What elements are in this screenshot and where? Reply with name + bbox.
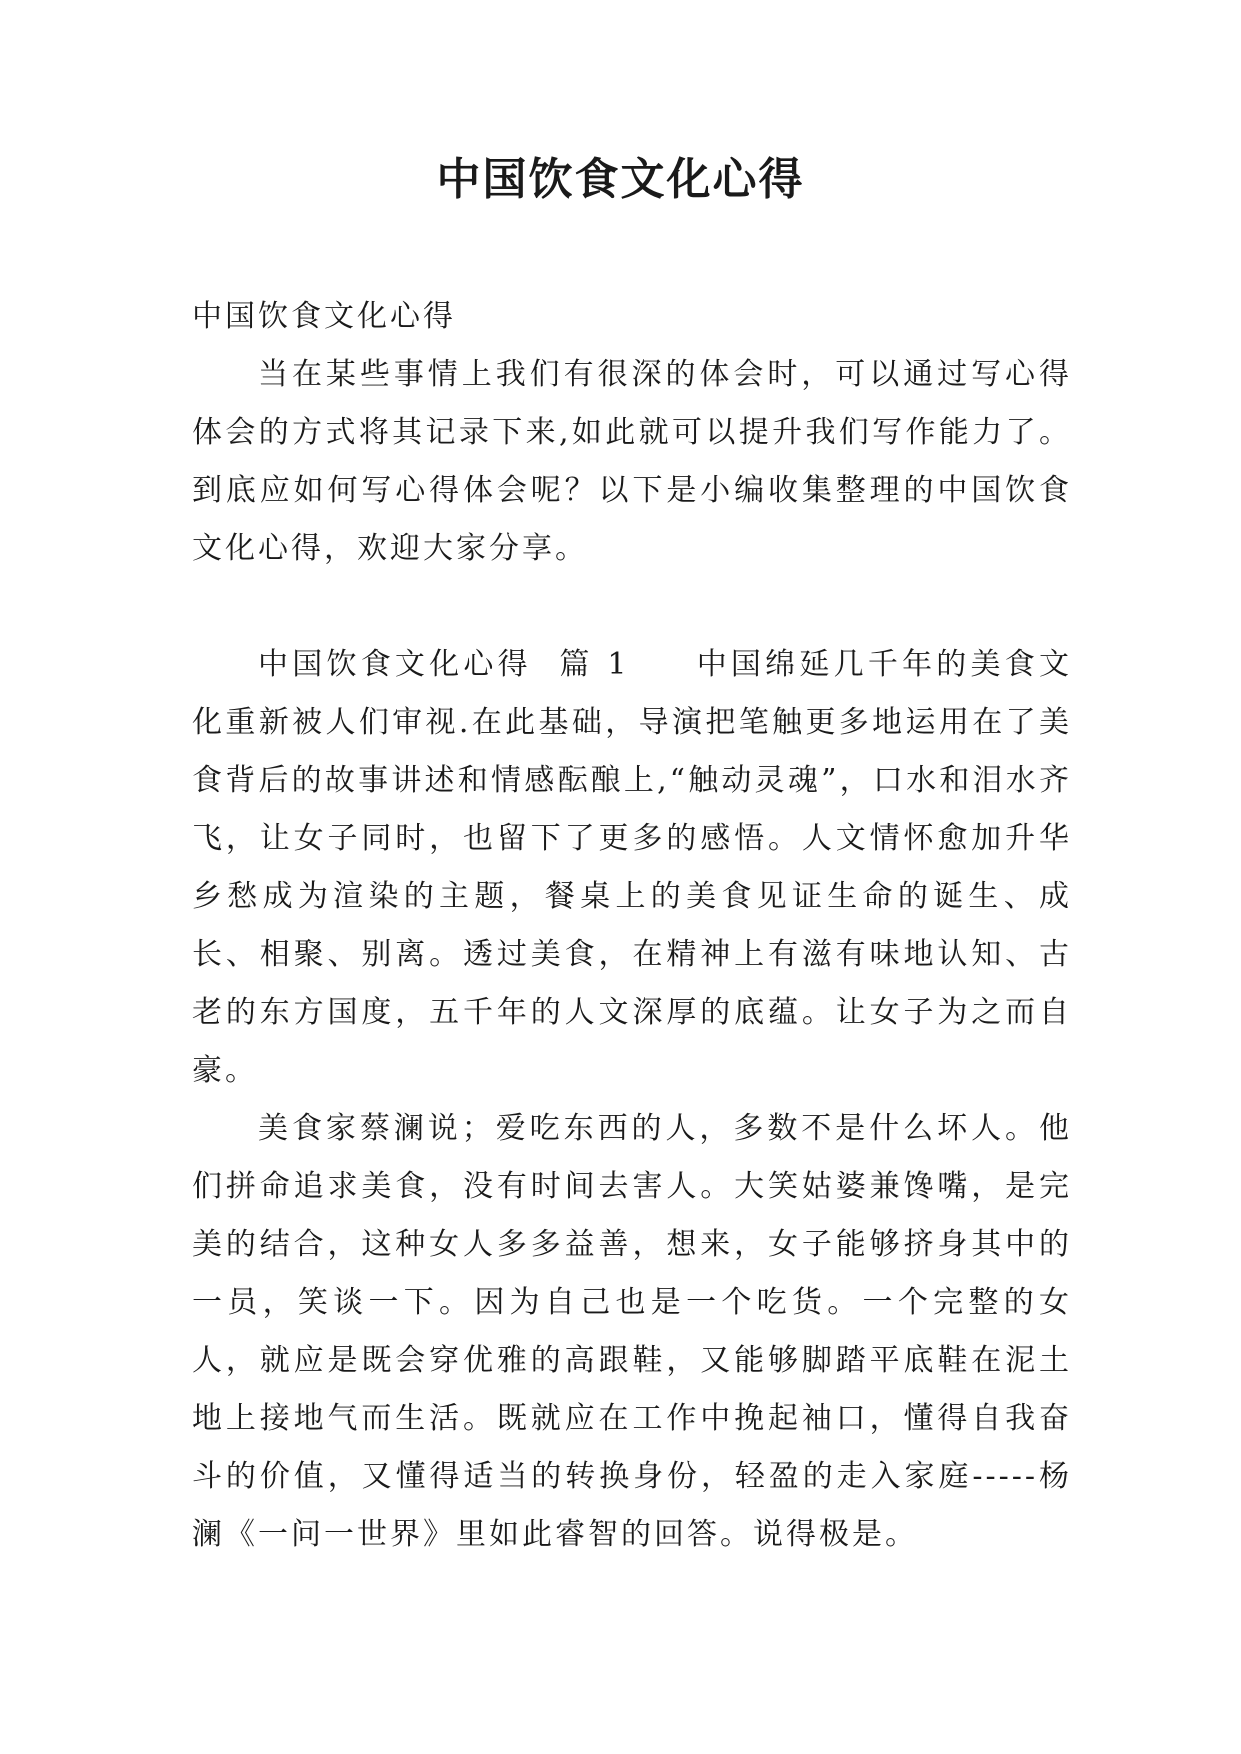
document-subtitle: 中国饮食文化心得 bbox=[192, 299, 456, 334]
paragraph-gap bbox=[192, 578, 1072, 636]
document-body bbox=[192, 288, 1072, 1564]
document-title: 中国饮食文化心得 bbox=[436, 154, 805, 205]
section-heading: 中国饮食文化心得 篇 1 bbox=[258, 647, 630, 682]
section-lead-text: 中国绵延几千年的美食文化重新被人们审视.在此基础，导演把笔触更多地运用在了美食背后的故事讲述和情感酝酿上,“触动灵魂”，口水和泪水齐飞，让女子同时，也留下了更多的感悟。人文情怀愈加升华乡愁成为渲染的主题，餐桌上的美食见证生命的诞生、成长、相聚、别离。透过美食，在精神上有滋有味地认知、古老的东方国度，五千年的人文深厚的底蕴。让女子为之而自豪。 bbox=[192, 647, 1073, 1088]
paragraph-2: 美食家蔡澜说；爱吃东西的人，多数不是什么坏人。他们拼命追求美食，没有时间去害人。大笑姑婆兼馋嘴，是完美的结合，这种女人多多益善，想来，女子能够挤身其中的一员，笑谈一下。因为自己也是一个吃货。一个完整的女人，就应是既会穿优雅的高跟鞋，又能够脚踏平底鞋在泥土地上接地气而生活。既就应在工作中挽起袖口，懂得自我奋斗的价值，又懂得适当的转换身份，轻盈的走入家庭-----杨澜《一问一世界》里如此睿智的回答。说得极是。 bbox=[192, 1111, 1072, 1552]
intro-paragraph: 当在某些事情上我们有很深的体会时，可以通过写心得体会的方式将其记录下来,如此就可以提升我们写作能力了。到底应如何写心得体会呢？以下是小编收集整理的中国饮食文化心得，欢迎大家分享。 bbox=[192, 357, 1072, 566]
section-1-paragraph bbox=[192, 636, 1072, 1100]
